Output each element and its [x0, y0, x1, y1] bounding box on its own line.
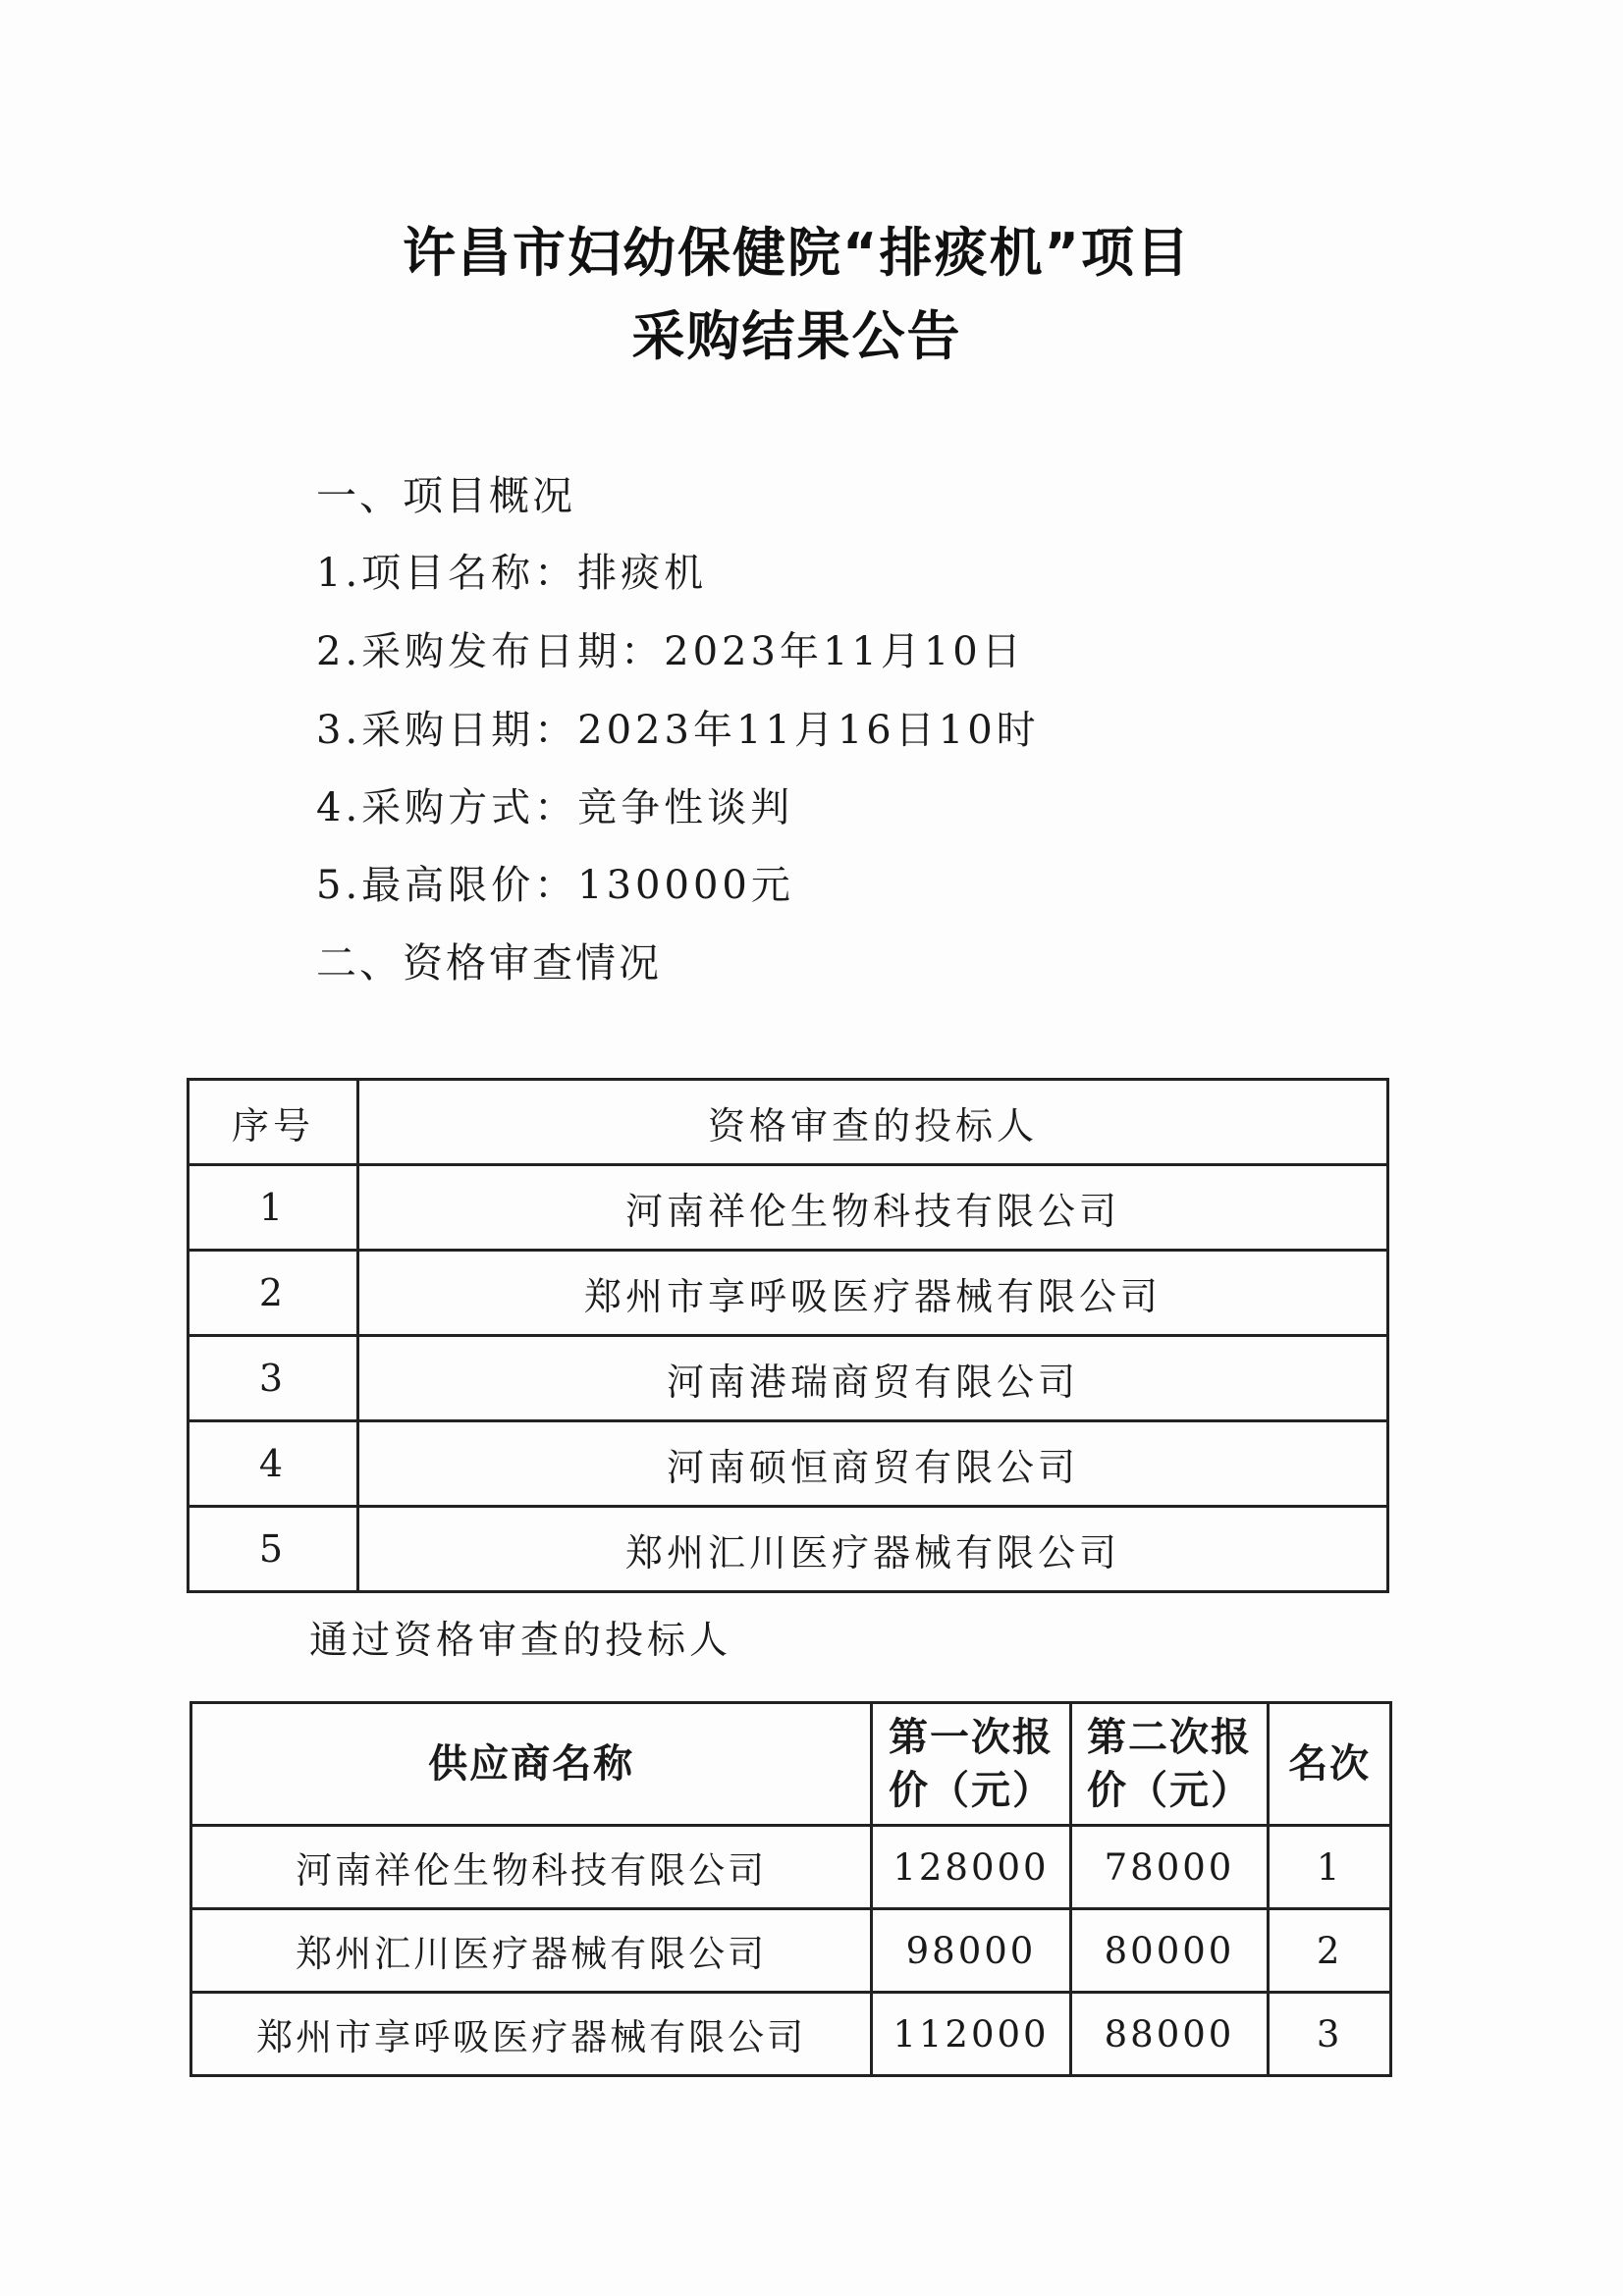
first-quote: 128000	[872, 1826, 1070, 1909]
qualification-table	[187, 1078, 1389, 1593]
publish-date-line: 2.采购发布日期：2023年11月10日	[316, 629, 1025, 674]
table-row	[189, 1251, 1388, 1336]
table-row	[191, 1993, 1391, 2076]
column-header-bidder: 资格审查的投标人	[358, 1080, 1388, 1165]
column-header-supplier: 供应商名称	[191, 1703, 872, 1826]
bidder-name: 河南硕恒商贸有限公司	[358, 1421, 1388, 1507]
rank: 3	[1269, 1993, 1391, 2076]
first-quote: 112000	[872, 1993, 1070, 2076]
bidder-name: 河南祥伦生物科技有限公司	[358, 1165, 1388, 1251]
row-number: 3	[189, 1336, 358, 1421]
table-row	[191, 1826, 1391, 1909]
column-header-number: 序号	[189, 1080, 358, 1165]
supplier-name: 郑州汇川医疗器械有限公司	[191, 1909, 872, 1993]
rank: 2	[1269, 1909, 1391, 1993]
supplier-name: 郑州市享呼吸医疗器械有限公司	[191, 1993, 872, 2076]
project-name-line: 1.项目名称：排痰机	[316, 551, 708, 596]
column-header-first-quote	[872, 1703, 1070, 1826]
section-2-heading: 二、资格审查情况	[316, 939, 662, 987]
document-title-line-2: 采购结果公告	[631, 305, 962, 367]
max-price-line: 5.最高限价：130000元	[316, 863, 794, 908]
procurement-date-line: 3.采购日期：2023年11月16日10时	[316, 708, 1040, 753]
second-quote: 80000	[1070, 1909, 1269, 1993]
bidder-name: 河南港瑞商贸有限公司	[358, 1336, 1388, 1421]
second-quote: 78000	[1070, 1826, 1269, 1909]
table-header-row	[191, 1703, 1391, 1826]
table-row	[189, 1507, 1388, 1592]
second-quote-header-line-2: 价（元）	[1086, 1768, 1252, 1813]
rank: 1	[1269, 1826, 1391, 1909]
bidder-name: 郑州汇川医疗器械有限公司	[358, 1507, 1388, 1592]
row-number: 5	[189, 1507, 358, 1592]
ranking-table	[189, 1701, 1392, 2077]
column-header-rank: 名次	[1269, 1703, 1391, 1826]
row-number: 2	[189, 1251, 358, 1336]
section-1-heading: 一、项目概况	[316, 472, 575, 519]
table-row	[189, 1165, 1388, 1251]
second-quote-header-line-1: 第二次报	[1086, 1715, 1252, 1760]
document-title-line-1: 许昌市妇幼保健院“排痰机”项目	[403, 222, 1191, 284]
first-quote: 98000	[872, 1909, 1070, 1993]
first-quote-header-line-2: 价（元）	[888, 1768, 1054, 1813]
second-quote: 88000	[1070, 1993, 1269, 2076]
column-header-second-quote	[1070, 1703, 1269, 1826]
supplier-name: 河南祥伦生物科技有限公司	[191, 1826, 872, 1909]
row-number: 4	[189, 1421, 358, 1507]
first-quote-header-line-1: 第一次报	[888, 1715, 1054, 1760]
table-row	[189, 1336, 1388, 1421]
bidder-name: 郑州市享呼吸医疗器械有限公司	[358, 1251, 1388, 1336]
row-number: 1	[189, 1165, 358, 1251]
table-row	[191, 1909, 1391, 1993]
procurement-method-line: 4.采购方式：竞争性谈判	[316, 785, 794, 830]
passed-bidders-caption: 通过资格审查的投标人	[309, 1619, 732, 1663]
table-header-row	[189, 1080, 1388, 1165]
table-row	[189, 1421, 1388, 1507]
